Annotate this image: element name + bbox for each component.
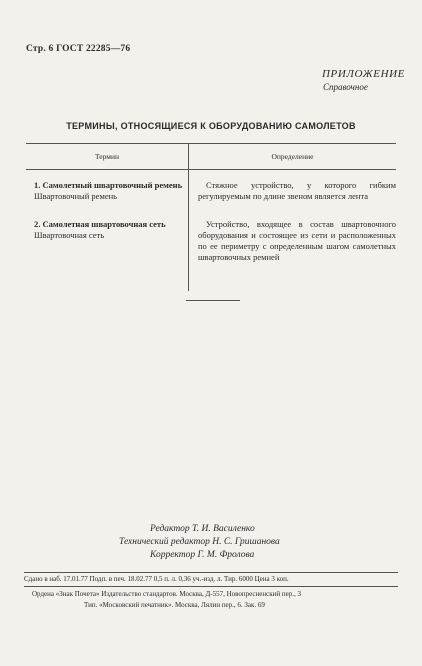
term-main: 1. Самолетный швартовочный ремень [34,180,183,190]
header-term: Термин [94,152,120,161]
term-main: 2. Самолетная швартовочная сеть [34,219,166,229]
section-title: ТЕРМИНЫ, ОТНОСЯЩИЕСЯ К ОБОРУДОВАНИЮ САМОЛЕТОВ [66,121,356,131]
term-alt: Швартовочный ремень [34,191,118,201]
imprint-line-3: Тип. «Московский печатник». Москва, Лялин пер., 6. Зак. 69 [84,601,265,609]
header-definition: Определение [271,152,314,161]
running-head: Стр. 6 ГОСТ 22285—76 [26,44,131,54]
definition-text: Устройство, входящее в состав швартовочного оборудования и состоящее из сети и расположенных по ее периметру с определенным шагом самолетных швартовочных ремней [198,219,396,262]
table-row [26,219,183,241]
imprint-bottom-rule [24,586,398,587]
table-header-rule [26,169,396,170]
imprint-top-rule [24,572,398,573]
appendix-title: ПРИЛОЖЕНИЕ [322,68,405,80]
end-rule [186,300,240,301]
proofreader-credit: Корректор Г. М. Фролова [150,550,255,560]
term-alt: Швартовочная сеть [34,230,105,240]
credits-block [0,523,422,562]
tech-editor-credit: Технический редактор Н. С. Гришанова [119,537,280,547]
appendix-subtitle: Справочное [323,82,368,92]
table-row [26,180,183,202]
imprint-line-1: Сдано в наб. 17.01.77 Подп. в печ. 18.02.77 0,5 п. л. 0,36 уч.-изд. л. Тир. 6000 Цена 3 коп. [24,575,289,583]
table-top-rule [26,143,396,144]
table-column-divider [188,143,189,291]
definition-text: Стяжное устройство, у которого гибким регулируемым по длине звеном является лента [198,180,396,201]
editor-credit: Редактор Т. И. Василенко [150,524,255,534]
imprint-line-2: Ордена «Знак Почета» Издательство стандартов. Москва, Д-557, Новопресненский пер., 3 [32,590,301,598]
